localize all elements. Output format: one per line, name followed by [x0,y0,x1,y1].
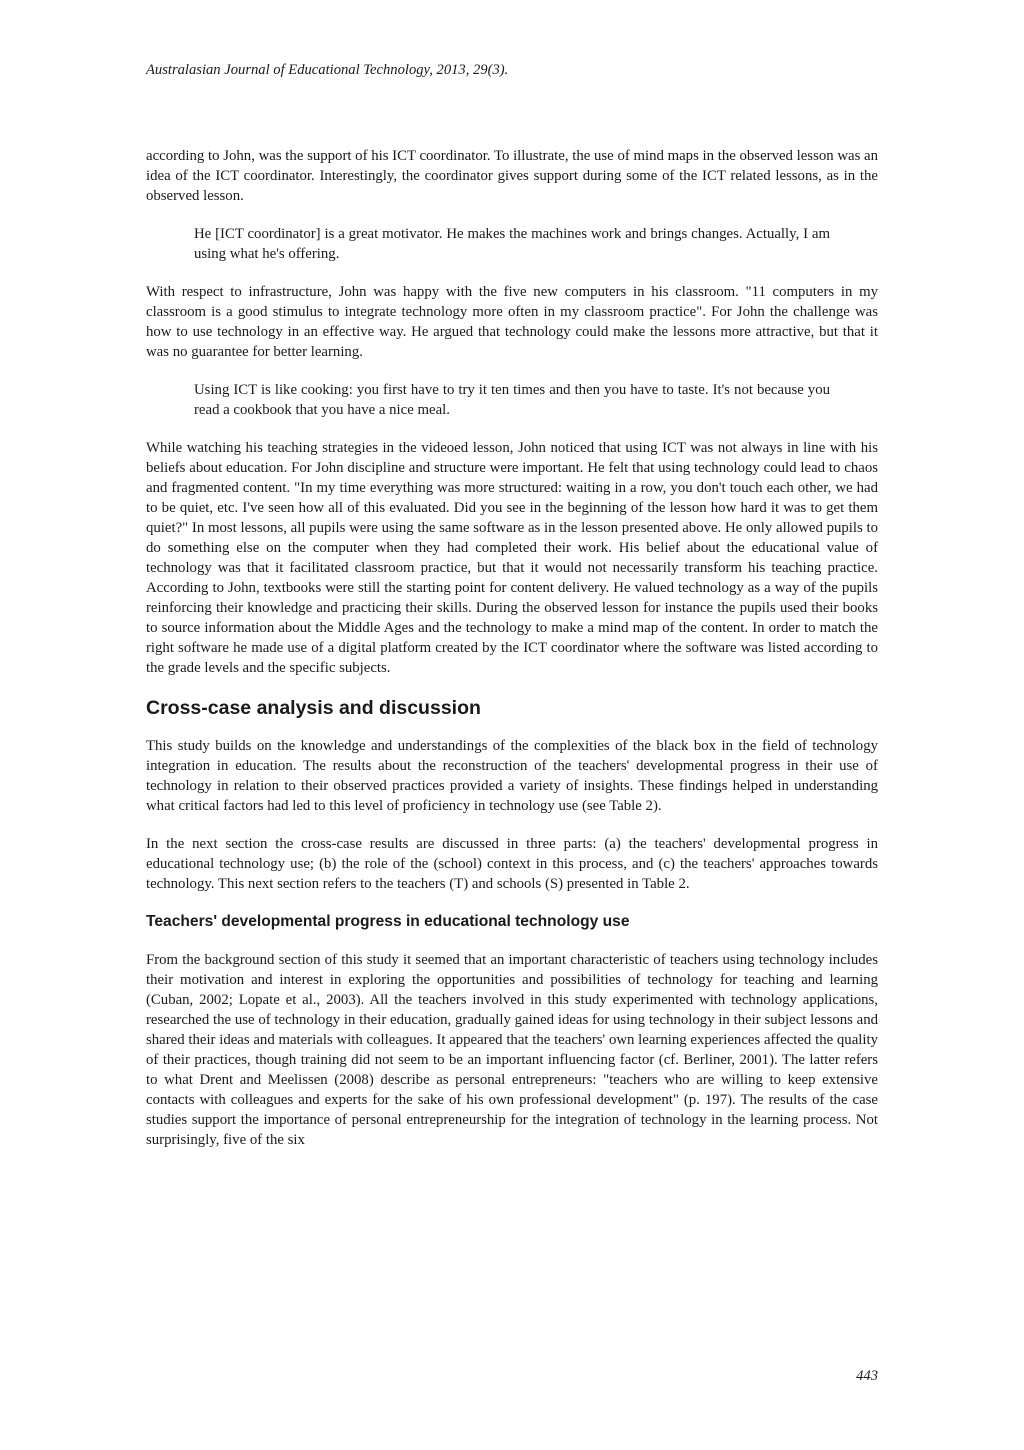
block-quote-motivator: He [ICT coordinator] is a great motivator. He makes the machines work and brings changes. Actually, I am using what he's offering. [194,226,830,262]
section-heading-cross-case: Cross-case analysis and discussion [146,697,481,719]
running-header: Australasian Journal of Educational Technology, 2013, 29(3). [146,62,509,78]
paragraph-ict-coordinator-support: according to John, was the support of his ICT coordinator. To illustrate, the use of mind maps in the observed lesson was an idea of the ICT coordinator. Interestingly, the coordinator gives support during some of the ICT related lessons, as in the observed lesson. [146,148,878,204]
block-quote-cooking: Using ICT is like cooking: you first have to try it ten times and then you have to taste. It's not because you read a cookbook that you have a nice meal. [194,382,830,418]
subsection-heading-developmental-progress: Teachers' developmental progress in educational technology use [146,913,630,930]
paragraph-background-motivation: From the background section of this study it seemed that an important characteristic of teachers using technology includes their motivation and interest in exploring the opportunities and possibilities of technology for teaching and learning (Cuban, 2002; Lopate et al., 2003). All the teachers involved in this study experimented with technology applications, researched the use of technology in their education, gradually gained ideas for using technology in their subject lessons and shared their ideas and materials with colleagues. It appeared that the teachers' own learning experiences affected the quality of their practices, though training did not seem to be an important influencing factor (cf. Berliner, 2001). The latter refers to what Drent and Meelissen (2008) describe as personal entrepreneurs: "teachers who are willing to keep extensive contacts with colleagues and experts for the sake of his own professional development" (p. 197). The results of the case studies support the importance of personal entrepreneurship for the integration of technology in the learning process. Not surprisingly, five of the six [146,952,878,1148]
page-number: 443 [856,1368,878,1384]
paragraph-infrastructure: With respect to infrastructure, John was happy with the five new computers in his classroom. "11 computers in my classroom is a good stimulus to integrate technology more often in my classroom practice". For John the challenge was how to use technology in an effective way. He argued that technology could make the lessons more attractive, but that it was no guarantee for better learning. [146,284,878,360]
paragraph-three-parts: In the next section the cross-case results are discussed in three parts: (a) the teachers' developmental progress in educational technology use; (b) the role of the (school) context in this process, and (c) the teachers' approaches towards technology. This next section refers to the teachers (T) and schools (S) presented in Table 2. [146,836,878,892]
article-body [146,146,878,1168]
paragraph-teaching-strategies: While watching his teaching strategies in the videoed lesson, John noticed that using ICT was not always in line with his beliefs about education. For John discipline and structure were important. He felt that using technology could lead to chaos and fragmented content. "In my time everything was more structured: waiting in a row, you don't touch each other, we had to be quiet, etc. I've seen how all of this evaluated. Did you see in the beginning of the lesson how hard it was to get them quiet?" In most lessons, all pupils were using the same software as in the lesson presented above. He only allowed pupils to do something else on the computer when they had completed their work. His belief about the educational value of technology was that it facilitated classroom practice, but that it would not necessarily transform his teaching practice. According to John, textbooks were still the starting point for content delivery. He valued technology as a way of the pupils reinforcing their knowledge and practicing their skills. During the observed lesson for instance the pupils used their books to source information about the Middle Ages and the technology to make a mind map of the content. In order to match the right software he made use of a digital platform created by the ICT coordinator where the software was listed according to the grade levels and the specific subjects. [146,440,878,676]
paragraph-black-box: This study builds on the knowledge and understandings of the complexities of the black box in the field of technology integration in education. The results about the reconstruction of the teachers' developmental progress in their use of technology in relation to their observed practices provided a variety of insights. These findings helped in understanding what critical factors had led to this level of proficiency in technology use (see Table 2). [146,738,878,814]
